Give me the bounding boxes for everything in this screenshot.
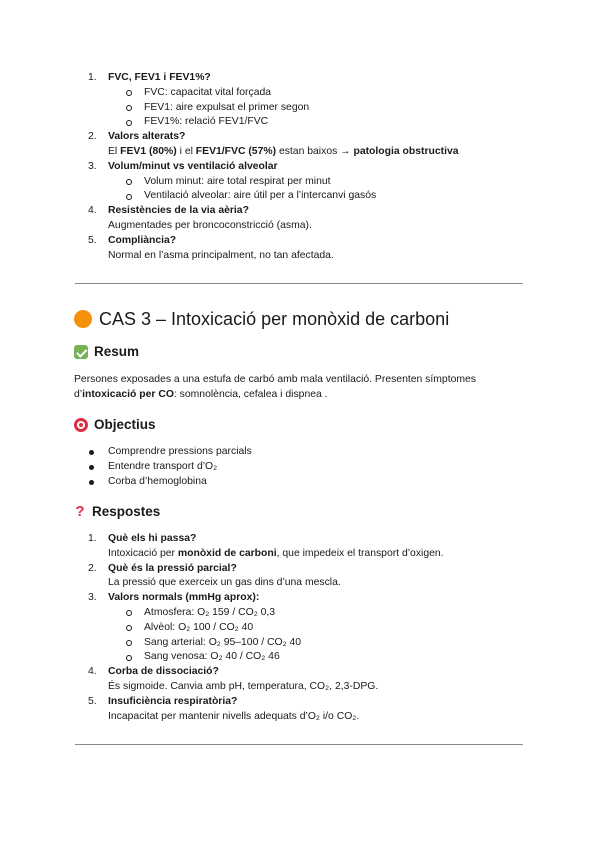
circle-bullet-icon bbox=[126, 625, 132, 631]
item-title: Què és la pressió parcial? bbox=[108, 562, 237, 574]
list-item: 4. Corba de dissociació? És sigmoide. Canvia amb pH, temperatura, CO₂, 2,3-DPG. bbox=[88, 666, 379, 692]
item-title: Corba de dissociació? bbox=[108, 666, 219, 678]
list-item: 5. Insuficiència respiratòria? Incapacitat per mantenir nivells adequats d’O₂ i/o CO₂. bbox=[88, 695, 360, 722]
item-title: Valors alterats? bbox=[108, 131, 186, 143]
bullet-icon bbox=[89, 465, 94, 470]
item-number: 4. bbox=[88, 205, 97, 217]
list-item: 2. Valors alterats? El FEV1 (80%) i el FEV1/FVC (57%) estan baixos → patologia obstructiva bbox=[88, 131, 459, 157]
divider bbox=[75, 283, 523, 284]
sub-item: Ventilació alveolar: aire útil per a l’intercanvi gasós bbox=[128, 189, 600, 204]
respostes-list bbox=[0, 532, 600, 724]
list-item: 2. Què és la pressió parcial? La pressió que exerceix un gas dins d’una mescla. bbox=[88, 562, 341, 589]
circle-bullet-icon bbox=[126, 655, 132, 661]
list-item bbox=[0, 71, 600, 86]
sub-item: Alvèol: O₂ 100 / CO₂ 40 bbox=[128, 621, 600, 636]
item-number: 3. bbox=[88, 160, 97, 172]
list-item: Entendre transport d’O₂ bbox=[0, 460, 600, 475]
check-mark-icon bbox=[74, 345, 88, 359]
list-item: 4. Resistències de la via aèria? Augmentades per broncoconstricció (asma). bbox=[88, 205, 312, 231]
sub-item: Sang venosa: O₂ 40 / CO₂ 46 bbox=[128, 650, 600, 665]
item-title: Compliància? bbox=[108, 234, 177, 246]
case-title: CAS 3 – Intoxicació per monòxid de carboni bbox=[74, 308, 449, 330]
sub-item: FVC: capacitat vital forçada bbox=[128, 86, 600, 101]
list-item: Comprendre pressions parcials bbox=[0, 445, 600, 460]
target-icon bbox=[74, 418, 88, 432]
circle-bullet-icon bbox=[126, 105, 132, 111]
objectius-list bbox=[0, 445, 600, 489]
item-title: Resistències de la via aèria? bbox=[108, 205, 249, 217]
previous-answers-list bbox=[0, 71, 600, 263]
list-item: Corba d’hemoglobina bbox=[0, 475, 600, 490]
circle-bullet-icon bbox=[126, 90, 132, 96]
resum-paragraph: Persones exposades a una estufa de carbó amb mala ventilació. Presenten símptomes d’intoxicació per CO: somnolència, cefalea i dispnea . bbox=[74, 374, 476, 400]
item-title: Valors normals (mmHg aprox): bbox=[108, 592, 260, 604]
sub-item: FEV1: aire expulsat el primer segon bbox=[128, 101, 600, 116]
bullet-icon bbox=[89, 450, 94, 455]
item-title: Què els hi passa? bbox=[108, 533, 197, 544]
circle-bullet-icon bbox=[126, 120, 132, 126]
resum-heading: Resum bbox=[74, 344, 139, 360]
objectius-heading: Objectius bbox=[74, 417, 156, 433]
list-item: 1. Què els hi passa? Intoxicació per monòxid de carboni, que impedeix el transport d’oxigen. bbox=[88, 533, 444, 559]
list-item bbox=[0, 160, 600, 175]
divider bbox=[75, 744, 523, 745]
sub-item: Sang arterial: O₂ 95–100 / CO₂ 40 bbox=[128, 636, 600, 651]
sub-item: Atmosfera: O₂ 159 / CO₂ 0,3 bbox=[128, 606, 600, 621]
sub-item: Volum minut: aire total respirat per minut bbox=[128, 175, 600, 190]
bullet-icon bbox=[89, 480, 94, 485]
item-number: 1. bbox=[88, 72, 97, 83]
item-title: Volum/minut vs ventilació alveolar bbox=[108, 160, 278, 172]
question-mark-icon: ? bbox=[75, 503, 85, 520]
list-item: 3. Valors normals (mmHg aprox): bbox=[88, 592, 260, 604]
circle-bullet-icon bbox=[126, 179, 132, 185]
item-number: 2. bbox=[88, 131, 97, 143]
item-title: FVC, FEV1 i FEV1%? bbox=[108, 72, 211, 83]
sub-item: FEV1%: relació FEV1/FVC bbox=[128, 115, 600, 130]
list-item: 5. Compliància? Normal en l’asma principalment, no tan afectada. bbox=[88, 234, 334, 261]
item-number: 5. bbox=[88, 234, 97, 246]
respostes-heading: ? Respostes bbox=[75, 503, 161, 520]
circle-bullet-icon bbox=[126, 194, 132, 200]
circle-bullet-icon bbox=[126, 610, 132, 616]
item-title: Insuficiència respiratòria? bbox=[108, 695, 238, 707]
orange-circle-icon bbox=[74, 310, 92, 328]
circle-bullet-icon bbox=[126, 640, 132, 646]
